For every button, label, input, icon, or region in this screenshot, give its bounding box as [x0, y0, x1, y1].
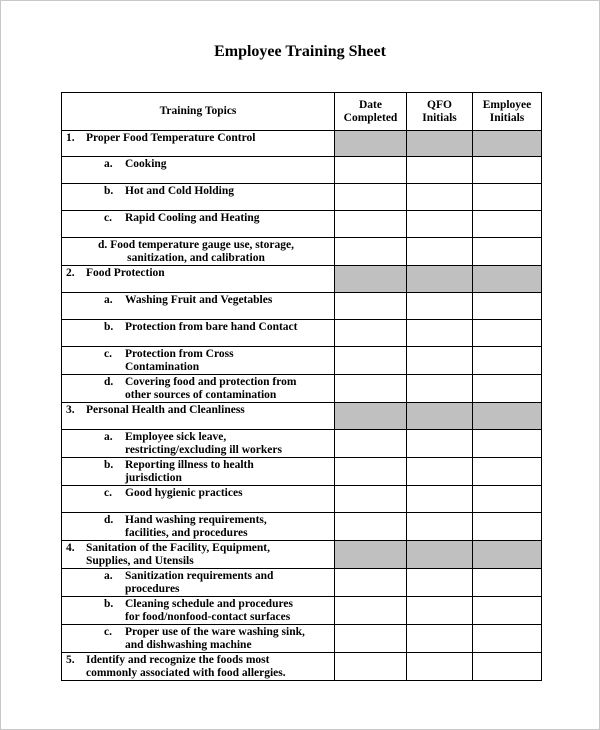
item-text: Covering food and protection from — [125, 376, 297, 388]
item-text: Protection from bare hand Contact — [125, 321, 298, 333]
date-completed-cell[interactable] — [335, 157, 407, 184]
table-row-topic — [62, 403, 542, 430]
topic-cell — [62, 238, 335, 266]
employee-initials-cell[interactable] — [473, 569, 542, 597]
item-text: Sanitization requirements and — [125, 570, 274, 582]
item-text: Proper use of the ware washing sink, — [125, 626, 305, 638]
date-completed-cell[interactable] — [335, 541, 407, 569]
date-completed-cell[interactable] — [335, 403, 407, 430]
employee-initials-cell[interactable] — [473, 211, 542, 238]
table-row-topic — [62, 541, 542, 569]
section-number: 3. — [66, 404, 75, 416]
topic-cell — [62, 486, 335, 513]
item-number: c. — [104, 212, 112, 224]
table-row-subtopic — [62, 347, 542, 375]
item-text: Protection from Cross — [125, 348, 234, 360]
item-number: b. — [104, 185, 114, 197]
topic-cell — [62, 131, 335, 157]
employee-initials-cell[interactable] — [473, 625, 542, 653]
qfo-initials-cell[interactable] — [407, 266, 473, 293]
item-text-line2: for food/nonfood-contact surfaces — [125, 611, 291, 623]
date-completed-cell[interactable] — [335, 458, 407, 486]
section-number: 1. — [66, 132, 75, 144]
item-text: Cooking — [125, 158, 167, 170]
qfo-initials-cell[interactable] — [407, 293, 473, 320]
employee-initials-cell[interactable] — [473, 184, 542, 211]
item-number: d. — [104, 376, 114, 388]
section-text: Proper Food Temperature Control — [86, 132, 256, 144]
table-row-topic — [62, 131, 542, 157]
qfo-initials-cell[interactable] — [407, 157, 473, 184]
qfo-initials-cell[interactable] — [407, 458, 473, 486]
table-row-subtopic — [62, 211, 542, 238]
item-text: Reporting illness to health — [125, 459, 254, 471]
header-qfo-initials: QFO Initials — [407, 93, 473, 131]
item-text: Good hygienic practices — [125, 487, 243, 499]
item-text: Cleaning schedule and procedures — [125, 598, 293, 610]
employee-initials-cell[interactable] — [473, 403, 542, 430]
topic-cell — [62, 184, 335, 211]
table-row-subtopic — [62, 597, 542, 625]
qfo-initials-cell[interactable] — [407, 211, 473, 238]
header-date-completed: Date Completed — [335, 93, 407, 131]
qfo-initials-cell[interactable] — [407, 625, 473, 653]
date-completed-cell[interactable] — [335, 238, 407, 266]
table-row-subtopic — [62, 184, 542, 211]
item-text-line2: facilities, and procedures — [125, 527, 248, 539]
date-completed-cell[interactable] — [335, 430, 407, 458]
item-text: Employee sick leave, — [125, 431, 227, 443]
item-text-line2: other sources of contamination — [125, 389, 277, 401]
date-completed-cell[interactable] — [335, 597, 407, 625]
date-completed-cell[interactable] — [335, 293, 407, 320]
qfo-initials-cell[interactable] — [407, 375, 473, 403]
qfo-initials-cell[interactable] — [407, 486, 473, 513]
item-number: a. — [104, 294, 113, 306]
date-completed-cell[interactable] — [335, 653, 407, 681]
item-number: a. — [104, 158, 113, 170]
table-row-subtopic — [62, 293, 542, 320]
qfo-initials-cell[interactable] — [407, 597, 473, 625]
item-number: c. — [104, 487, 112, 499]
employee-initials-cell[interactable] — [473, 347, 542, 375]
qfo-initials-cell[interactable] — [407, 403, 473, 430]
employee-initials-cell[interactable] — [473, 597, 542, 625]
employee-initials-cell[interactable] — [473, 157, 542, 184]
employee-initials-cell[interactable] — [473, 458, 542, 486]
table-row-topic — [62, 266, 542, 293]
section-number: 5. — [66, 654, 75, 666]
qfo-initials-cell[interactable] — [407, 569, 473, 597]
date-completed-cell[interactable] — [335, 486, 407, 513]
table-row-subtopic — [62, 513, 542, 541]
section-number: 4. — [66, 542, 75, 554]
item-text-line2: Contamination — [125, 361, 200, 373]
topic-cell — [62, 541, 335, 569]
item-number: d. — [98, 239, 108, 251]
section-text: Sanitation of the Facility, Equipment, — [86, 542, 271, 554]
date-completed-cell[interactable] — [335, 513, 407, 541]
date-completed-cell[interactable] — [335, 569, 407, 597]
topic-cell — [62, 266, 335, 293]
item-text: Rapid Cooling and Heating — [125, 212, 260, 224]
date-completed-cell[interactable] — [335, 320, 407, 347]
topic-cell — [62, 403, 335, 430]
qfo-initials-cell[interactable] — [407, 430, 473, 458]
item-text: Hand washing requirements, — [125, 514, 267, 526]
item-number: b. — [104, 321, 114, 333]
training-table — [61, 92, 542, 681]
section-text: Food Protection — [86, 267, 165, 279]
table-row-subtopic — [62, 375, 542, 403]
table-row-subtopic — [62, 320, 542, 347]
item-number: d. — [104, 514, 114, 526]
employee-initials-cell[interactable] — [473, 541, 542, 569]
item-number: a. — [104, 570, 113, 582]
table-row-subtopic — [62, 238, 542, 266]
topic-cell — [62, 513, 335, 541]
section-text-line2: Supplies, and Utensils — [86, 555, 194, 567]
topic-cell — [62, 375, 335, 403]
employee-initials-cell[interactable] — [473, 513, 542, 541]
table-row-subtopic — [62, 486, 542, 513]
table-row-topic — [62, 653, 542, 681]
topic-cell — [62, 458, 335, 486]
qfo-initials-cell[interactable] — [407, 184, 473, 211]
topic-cell — [62, 293, 335, 320]
employee-initials-cell[interactable] — [473, 266, 542, 293]
table-row-subtopic — [62, 569, 542, 597]
date-completed-cell[interactable] — [335, 347, 407, 375]
date-completed-cell[interactable] — [335, 131, 407, 157]
employee-initials-cell[interactable] — [473, 375, 542, 403]
date-completed-cell[interactable] — [335, 211, 407, 238]
table-row-subtopic — [62, 157, 542, 184]
date-completed-cell[interactable] — [335, 266, 407, 293]
topic-cell — [62, 653, 335, 681]
item-text: Hot and Cold Holding — [125, 185, 234, 197]
employee-initials-cell[interactable] — [473, 653, 542, 681]
topic-cell — [62, 211, 335, 238]
item-number: a. — [104, 431, 113, 443]
employee-initials-cell[interactable] — [473, 293, 542, 320]
employee-initials-cell[interactable] — [473, 430, 542, 458]
header-row — [62, 93, 542, 131]
page-title: Employee Training Sheet — [214, 43, 386, 60]
item-text-line2: sanitization, and calibration — [127, 252, 265, 264]
item-number: b. — [104, 598, 114, 610]
section-number: 2. — [66, 267, 75, 279]
item-number: c. — [104, 626, 112, 638]
employee-initials-cell[interactable] — [473, 320, 542, 347]
item-text: Washing Fruit and Vegetables — [125, 294, 273, 306]
item-text-line2: restricting/excluding ill workers — [125, 444, 282, 456]
item-number: b. — [104, 459, 114, 471]
item-text-line2: and dishwashing machine — [125, 639, 252, 651]
qfo-initials-cell[interactable] — [407, 653, 473, 681]
item-text-line2: procedures — [125, 583, 180, 595]
date-completed-cell[interactable] — [335, 625, 407, 653]
header-training-topics: Training Topics — [62, 93, 335, 131]
topic-cell — [62, 347, 335, 375]
qfo-initials-cell[interactable] — [407, 238, 473, 266]
topic-cell — [62, 625, 335, 653]
table-row-subtopic — [62, 430, 542, 458]
item-text: Food temperature gauge use, storage, — [110, 239, 294, 251]
qfo-initials-cell[interactable] — [407, 541, 473, 569]
qfo-initials-cell[interactable] — [407, 513, 473, 541]
item-text-line2: jurisdiction — [125, 472, 182, 484]
topic-cell — [62, 597, 335, 625]
employee-initials-cell[interactable] — [473, 131, 542, 157]
topic-cell — [62, 320, 335, 347]
date-completed-cell[interactable] — [335, 184, 407, 211]
qfo-initials-cell[interactable] — [407, 347, 473, 375]
date-completed-cell[interactable] — [335, 375, 407, 403]
section-text: Identify and recognize the foods most — [86, 654, 270, 666]
topic-cell — [62, 157, 335, 184]
section-text: Personal Health and Cleanliness — [86, 404, 245, 416]
employee-initials-cell[interactable] — [473, 486, 542, 513]
qfo-initials-cell[interactable] — [407, 320, 473, 347]
topic-cell — [62, 569, 335, 597]
table-row-subtopic — [62, 458, 542, 486]
item-number: c. — [104, 348, 112, 360]
qfo-initials-cell[interactable] — [407, 131, 473, 157]
topic-cell — [62, 430, 335, 458]
table-row-subtopic — [62, 625, 542, 653]
employee-initials-cell[interactable] — [473, 238, 542, 266]
section-text-line2: commonly associated with food allergies. — [86, 667, 286, 679]
header-employee-initials: Employee Initials — [473, 93, 542, 131]
